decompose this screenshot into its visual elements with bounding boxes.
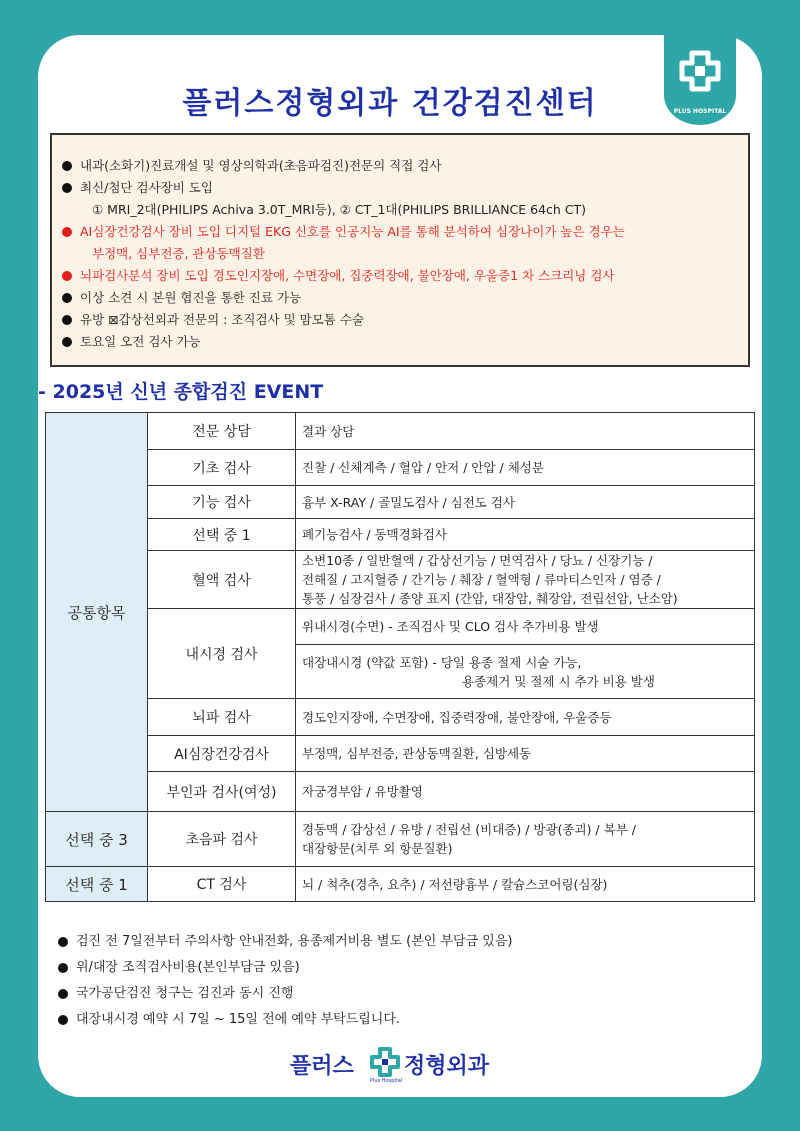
intro-line [62, 265, 748, 287]
note-text: 국가공단검진 청구는 검진과 동시 진행 [76, 986, 294, 1001]
note-item [58, 984, 512, 1010]
intro-text: 최신/첨단 검사장비 도입 [80, 180, 213, 195]
notes-list [58, 932, 512, 1036]
footer-brand [290, 1045, 520, 1085]
category-cell: 부인과 검사(여성) [148, 772, 296, 812]
intro-text: 부정맥, 심부전증, 관상동맥질환 [92, 246, 265, 261]
group-optional-1: 선택 중 1 [46, 867, 148, 902]
group-optional-3: 선택 중 3 [46, 812, 148, 867]
intro-text: 내과(소화기)진료개설 및 영상의학과(초음파검진)전문의 직접 검사 [80, 158, 442, 173]
bullet-icon [62, 315, 72, 325]
bullet-icon [62, 337, 72, 347]
note-item [58, 1010, 512, 1036]
note-text: 검진 전 7일전부터 주의사항 안내전화, 용종제거비용 별도 (본인 부담금 있음) [76, 934, 513, 949]
intro-text: 유방 ⊠갑상선외과 전문의 : 조직검사 및 맘모톰 수술 [80, 312, 364, 327]
detail-cell: 뇌 / 척추(경추, 요추) / 저선량흉부 / 칼슘스코어링(심장) [296, 867, 755, 902]
category-cell: 기초 검사 [148, 450, 296, 486]
intro-line [62, 309, 748, 331]
detail-cell: 경도인지장애, 수면장애, 집중력장애, 불안장애, 우울증등 [296, 699, 755, 736]
category-cell: 전문 상담 [148, 413, 296, 450]
detail-line: 용종제거 및 절제 시 추가 비용 발생 [462, 673, 655, 689]
bullet-icon [58, 937, 68, 947]
plus-hospital-logo-icon [664, 35, 736, 125]
note-item [58, 958, 512, 984]
note-text: 대장내시경 예약 시 7일 ~ 15일 전에 예약 부탁드립니다. [76, 1012, 401, 1027]
logo-ring-text: PLUS HOSPITAL [673, 108, 727, 115]
intro-line [62, 155, 748, 177]
bullet-icon [58, 1015, 68, 1025]
intro-text: AI심장건강검사 장비 도입 디지털 EKG 신호를 인공지능 AI를 통해 분석하여 심장나이가 높은 경우는 [80, 224, 625, 239]
intro-text: 뇌파검사분석 장비 도입 경도인지장애, 수면장애, 집중력장애, 불안장애, 우울증1 차 스크리닝 검사 [80, 268, 615, 283]
note-item [58, 932, 512, 958]
group-common: 공통항목 [46, 413, 148, 812]
intro-line [62, 221, 748, 243]
detail-cell: 흉부 X-RAY / 골밀도검사 / 심전도 검사 [296, 486, 755, 519]
detail-cell [296, 645, 755, 699]
footer-brand-left: 플러스 [290, 1054, 354, 1079]
intro-line [62, 331, 748, 353]
footer-brand-sub: Plus Hospital [370, 1078, 403, 1084]
category-cell: 기능 검사 [148, 486, 296, 519]
intro-text: 이상 소견 시 본원 협진을 통한 진료 가능 [80, 290, 302, 305]
detail-cell [296, 812, 755, 867]
page-title: 플러스정형외과 건강검진센터 [182, 86, 598, 121]
bullet-icon [62, 271, 72, 281]
intro-line [62, 243, 748, 265]
intro-line [62, 287, 748, 309]
detail-cell [296, 551, 755, 609]
category-cell: 선택 중 1 [148, 519, 296, 551]
bullet-icon [62, 161, 72, 171]
detail-cell: 결과 상담 [296, 413, 755, 450]
detail-cell: 폐기능검사 / 동맥경화검사 [296, 519, 755, 551]
intro-text: ① MRI_2대(PHILIPS Achiva 3.0T_MRI등), ② CT_1대(PHILIPS BRILLIANCE 64ch CT) [92, 202, 587, 217]
bullet-icon [58, 963, 68, 973]
plus-cross-icon [370, 1047, 400, 1077]
category-cell: 초음파 검사 [148, 812, 296, 867]
detail-line: 전해질 / 고지혈증 / 간기능 / 췌장 / 혈액형 / 류마티스인자 / 염증 / [302, 572, 661, 587]
event-title: - 2025년 신년 종합검진 EVENT [38, 381, 324, 403]
bullet-icon [62, 293, 72, 303]
intro-line [62, 177, 748, 199]
category-cell: 내시경 검사 [148, 609, 296, 699]
category-cell: 혈액 검사 [148, 551, 296, 609]
intro-line [62, 199, 748, 221]
exam-table [45, 412, 755, 902]
detail-line: 대장항문(치루 외 항문질환) [302, 841, 453, 856]
category-cell: 뇌파 검사 [148, 699, 296, 736]
detail-cell: 진찰 / 신체계측 / 혈압 / 안저 / 안압 / 체성분 [296, 450, 755, 486]
category-cell: CT 검사 [148, 867, 296, 902]
bullet-icon [58, 989, 68, 999]
detail-cell: 위내시경(수면) - 조직검사 및 CLO 검사 추가비용 발생 [296, 609, 755, 645]
bullet-icon [62, 183, 72, 193]
bullet-icon [62, 227, 72, 237]
footer-brand-right: 정형외과 [404, 1054, 490, 1079]
intro-text: 토요일 오전 검사 가능 [80, 334, 201, 349]
detail-line: 경동맥 / 갑상선 / 유방 / 전립선 (비대증) / 방광(종괴) / 복부 / [302, 822, 636, 837]
detail-cell: 부정맥, 심부전증, 관상동맥질환, 심방세동 [296, 736, 755, 772]
intro-box [50, 133, 750, 367]
detail-line: 통풍 / 심장검사 / 종양 표지 (간암, 대장암, 췌장암, 전립선암, 난소암) [302, 591, 678, 606]
detail-cell: 자궁경부암 / 유방촬영 [296, 772, 755, 812]
note-text: 위/대장 조직검사비용(본인부담금 있음) [76, 960, 300, 975]
category-cell: AI심장건강검사 [148, 736, 296, 772]
detail-line: 대장내시경 (약값 포함) - 당일 용종 절제 시술 가능, [302, 654, 582, 670]
detail-line: 소변10종 / 일반혈액 / 갑상선기능 / 면역검사 / 당뇨 / 신장기능 / [302, 553, 653, 568]
